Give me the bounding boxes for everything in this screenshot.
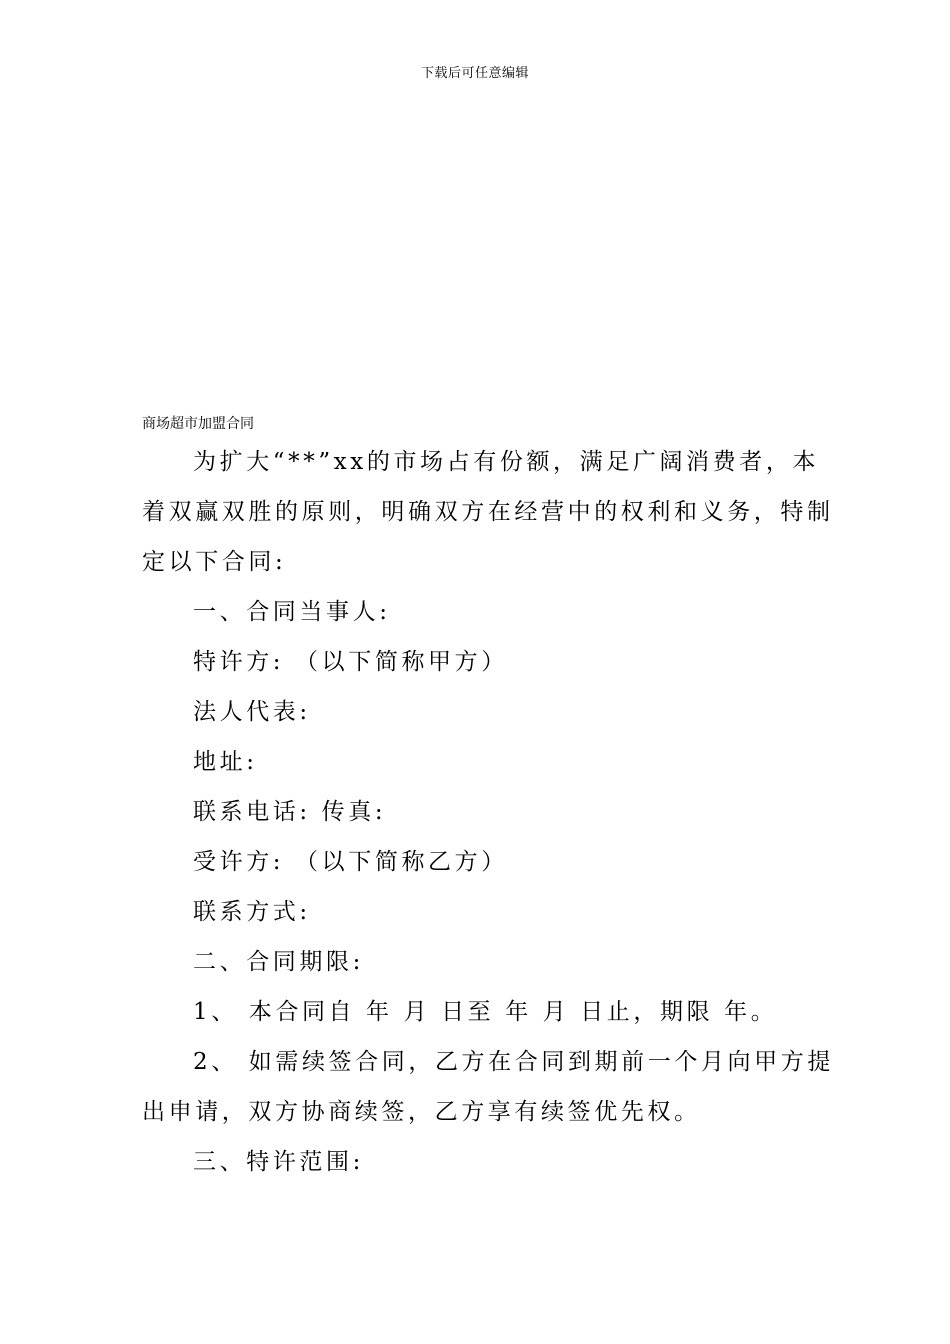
document-body: [142, 437, 834, 1187]
term-item-2-line-2: 出申请，双方协商续签，乙方享有续签优先权。: [142, 1099, 701, 1125]
term-item-2: [142, 1037, 834, 1137]
legal-rep-line: 法人代表:: [193, 699, 311, 725]
term-item-1: 1、 本合同自 年 月 日至 年 月 日止，期限 年。: [193, 999, 778, 1025]
term-item-2-line-1: 2、 如需续签合同，乙方在合同到期前一个月向甲方提: [193, 1049, 834, 1075]
page-header: 下载后可任意编辑: [420, 66, 529, 81]
section-1-heading: 一、合同当事人:: [193, 599, 391, 625]
phone-fax-line: 联系电话: 传真:: [193, 799, 387, 825]
intro-paragraph: [142, 437, 834, 587]
contact-line: 联系方式:: [193, 899, 311, 925]
address-line: 地址:: [193, 749, 258, 775]
franchisor-line: 特许方: （以下简称甲方）: [193, 649, 508, 675]
intro-line-3: 定以下合同:: [142, 549, 287, 575]
section-2-heading: 二、合同期限:: [193, 949, 364, 975]
franchisee-line: 受许方: （以下简称乙方）: [193, 849, 508, 875]
intro-line-2: 着双赢双胜的原则，明确双方在经营中的权利和义务，特制: [142, 499, 834, 525]
document-title: 商场超市加盟合同: [142, 416, 254, 432]
section-3-heading: 三、特许范围:: [193, 1149, 364, 1175]
intro-line-1: 为扩大“**”xx的市场占有份额，满足广阔消费者，本: [193, 449, 820, 475]
